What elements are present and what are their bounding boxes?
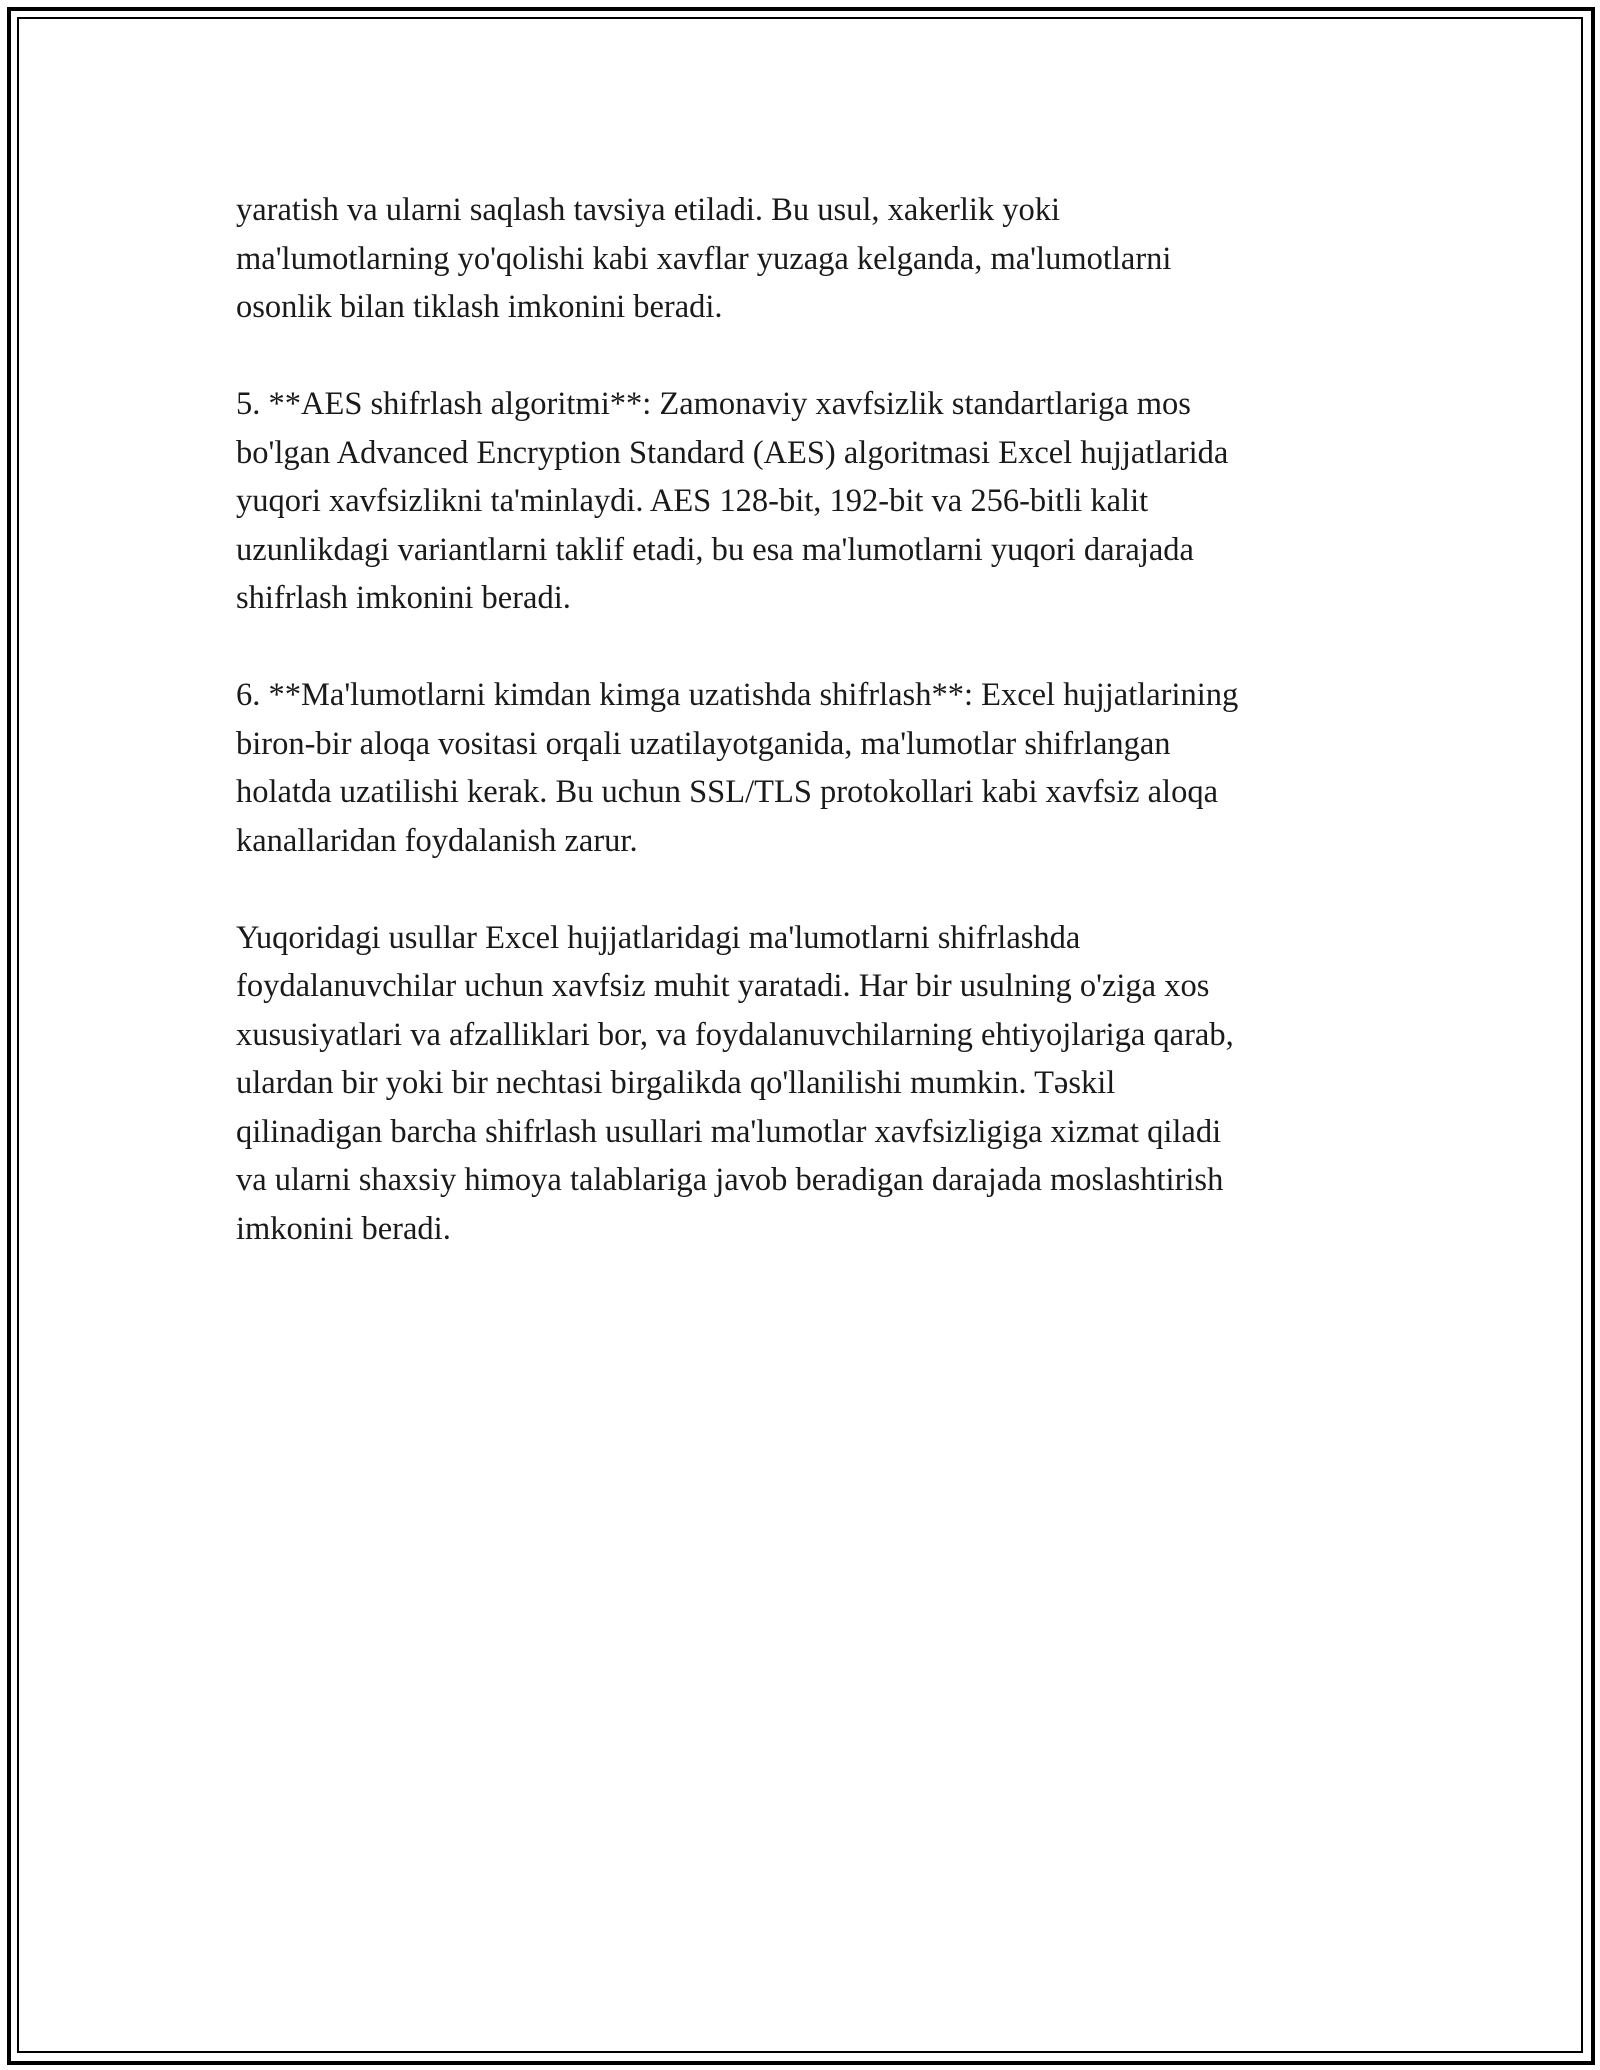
text-line: shifrlash imkonini beradi.	[236, 580, 571, 616]
text-line: 5. **AES shifrlash algoritmi**: Zamonaviy xavfsizlik standartlariga mos	[236, 386, 1191, 422]
text-line: ulardan bir yoki bir nechtasi birgalikda qo'llanilishi mumkin. Təskil	[236, 1065, 1116, 1101]
text-line: imkonini beradi.	[236, 1210, 451, 1247]
text-line: yaratish va ularni saqlash tavsiya etiladi. Bu usul, xakerlik yoki	[236, 192, 1061, 228]
text-line: foydalanuvchilar uchun xavfsiz muhit yaratadi. Har bir usulning o'ziga xos	[236, 968, 1210, 1004]
paragraph-transfer-encryption	[236, 671, 1376, 865]
text-line: xususiyatlari va afzalliklari bor, va foydalanuvchilarning ehtiyojlariga qarab,	[236, 1016, 1234, 1053]
text-line: yuqori xavfsizlikni ta'minlaydi. AES 128-bit, 192-bit va 256-bitli kalit	[236, 483, 1149, 519]
text-line: kanallaridan foydalanish zarur.	[236, 822, 638, 859]
paragraph-backup-continuation	[236, 186, 1376, 332]
paragraph-conclusion	[236, 914, 1376, 1254]
text-line: qilinadigan barcha shifrlash usullari ma'lumotlar xavfsizligiga xizmat qiladi	[236, 1113, 1222, 1150]
text-line: bo'lgan Advanced Encryption Standard (AES) algoritmasi Excel hujjatlarida	[236, 434, 1229, 471]
document-body	[236, 186, 1376, 1253]
text-line: uzunlikdagi variantlarni taklif etadi, bu esa ma'lumotlarni yuqori darajada	[236, 531, 1194, 568]
text-line: va ularni shaxsiy himoya talablariga javob beradigan darajada moslashtirish	[236, 1162, 1224, 1198]
text-line: 6. **Ma'lumotlarni kimdan kimga uzatishda shifrlash**: Excel hujjatlarining	[236, 677, 1239, 713]
text-line: Yuqoridagi usullar Excel hujjatlaridagi ma'lumotlarni shifrlashda	[236, 919, 1081, 956]
text-line: holatda uzatilishi kerak. Bu uchun SSL/TLS protokollari kabi xavfsiz aloqa	[236, 774, 1219, 810]
text-line: ma'lumotlarning yo'qolishi kabi xavflar yuzaga kelganda, ma'lumotlarni	[236, 240, 1172, 277]
text-line: biron-bir aloqa vositasi orqali uzatilayotganida, ma'lumotlar shifrlangan	[236, 725, 1171, 762]
text-line: osonlik bilan tiklash imkonini beradi.	[236, 289, 723, 325]
paragraph-aes-algorithm	[236, 380, 1376, 623]
